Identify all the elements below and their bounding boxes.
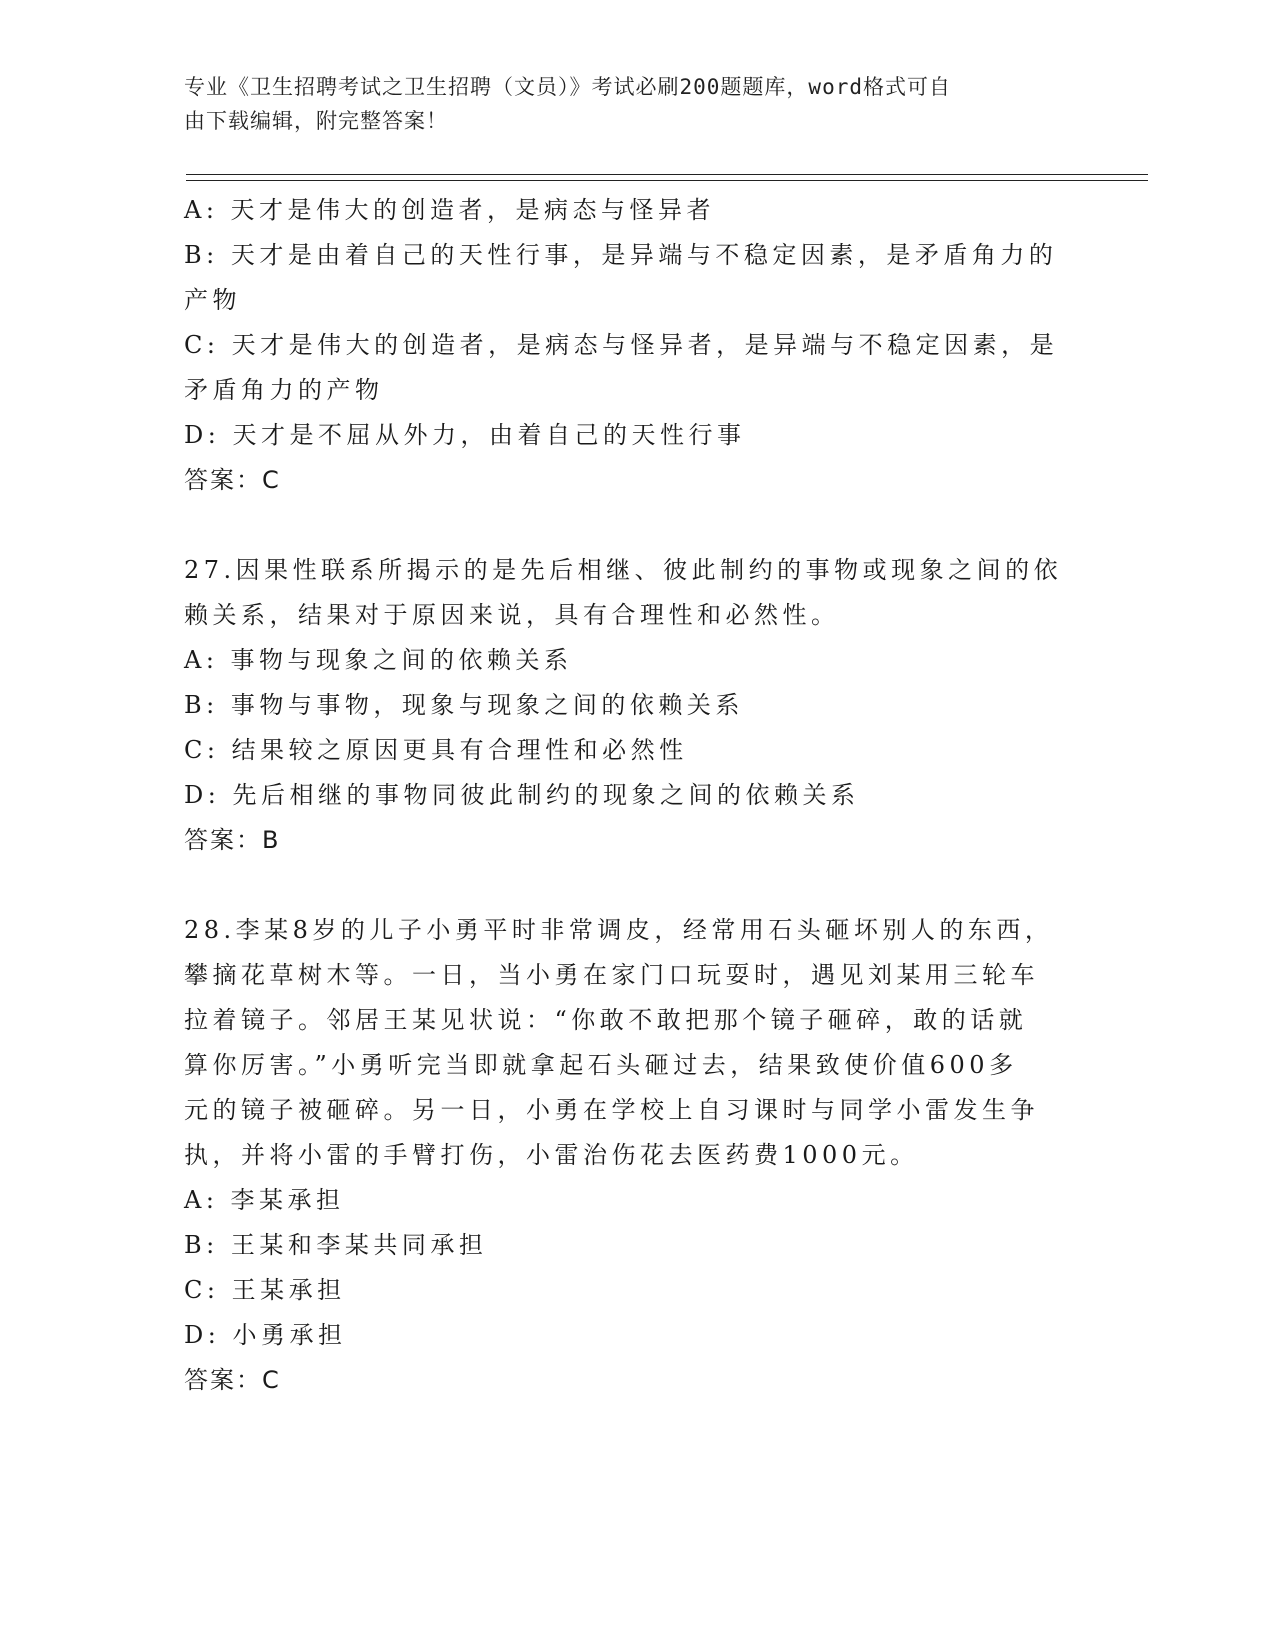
option-a: A: 天才是伟大的创造者，是病态与怪异者 <box>184 196 716 224</box>
spacer <box>184 863 1064 908</box>
option-b: B: 王某和李某共同承担 <box>184 1231 488 1259</box>
option-d: D: 小勇承担 <box>184 1321 347 1349</box>
question-28 <box>184 908 1064 1403</box>
header-divider-bottom <box>186 180 1148 181</box>
option-c-continued: 矛盾角力的产物 <box>184 376 384 404</box>
header-title-line-2: 由下载编辑，附完整答案！ <box>184 109 448 133</box>
answer: 答案：C <box>184 1366 281 1394</box>
option-b-continued: 产物 <box>184 286 241 314</box>
header-divider-top <box>186 174 1148 175</box>
document-body <box>184 188 1064 1403</box>
option-c: C: 天才是伟大的创造者，是病态与怪异者，是异端与不稳定因素，是 <box>184 331 1059 359</box>
question-prev-options <box>184 188 1064 458</box>
question-stem-line: 28.李某8岁的儿子小勇平时非常调皮，经常用石头砸坏别人的东西， <box>184 916 1054 944</box>
answer: 答案：C <box>184 466 281 494</box>
question-27 <box>184 548 1064 863</box>
option-b: B: 天才是由着自己的天性行事，是异端与不稳定因素，是矛盾角力的 <box>184 241 1058 269</box>
option-a: A: 事物与现象之间的依赖关系 <box>184 646 573 674</box>
option-a: A: 李某承担 <box>184 1186 345 1214</box>
answer: 答案：B <box>184 826 281 854</box>
question-stem-line: 算你厉害。”小勇听完当即就拿起石头砸过去，结果致使价值600多 <box>184 1051 1018 1079</box>
option-c: C: 王某承担 <box>184 1276 346 1304</box>
option-d: D: 先后相继的事物同彼此制约的现象之间的依赖关系 <box>184 781 860 809</box>
option-c: C: 结果较之原因更具有合理性和必然性 <box>184 736 688 764</box>
question-stem-line: 27.因果性联系所揭示的是先后相继、彼此制约的事物或现象之间的依 <box>184 556 1063 584</box>
option-d: D: 天才是不屈从外力，由着自己的天性行事 <box>184 421 746 449</box>
spacer <box>184 503 1064 548</box>
question-stem-line: 攀摘花草树木等。一日，当小勇在家门口玩耍时，遇见刘某用三轮车 <box>184 961 1039 989</box>
question-stem-line: 拉着镜子。邻居王某见状说：“你敢不敢把那个镜子砸碎，敢的话就 <box>184 1006 1028 1034</box>
header-title-line-1: 专业《卫生招聘考试之卫生招聘（文员）》考试必刷200题题库，word格式可自 <box>184 75 951 99</box>
document-header <box>184 70 1064 138</box>
question-stem-line: 元的镜子被砸碎。另一日，小勇在学校上自习课时与同学小雷发生争 <box>184 1096 1039 1124</box>
option-b: B: 事物与事物，现象与现象之间的依赖关系 <box>184 691 744 719</box>
question-stem-line: 执，并将小雷的手臂打伤，小雷治伤花去医药费1000元。 <box>184 1141 919 1169</box>
question-stem-line: 赖关系，结果对于原因来说，具有合理性和必然性。 <box>184 601 840 629</box>
